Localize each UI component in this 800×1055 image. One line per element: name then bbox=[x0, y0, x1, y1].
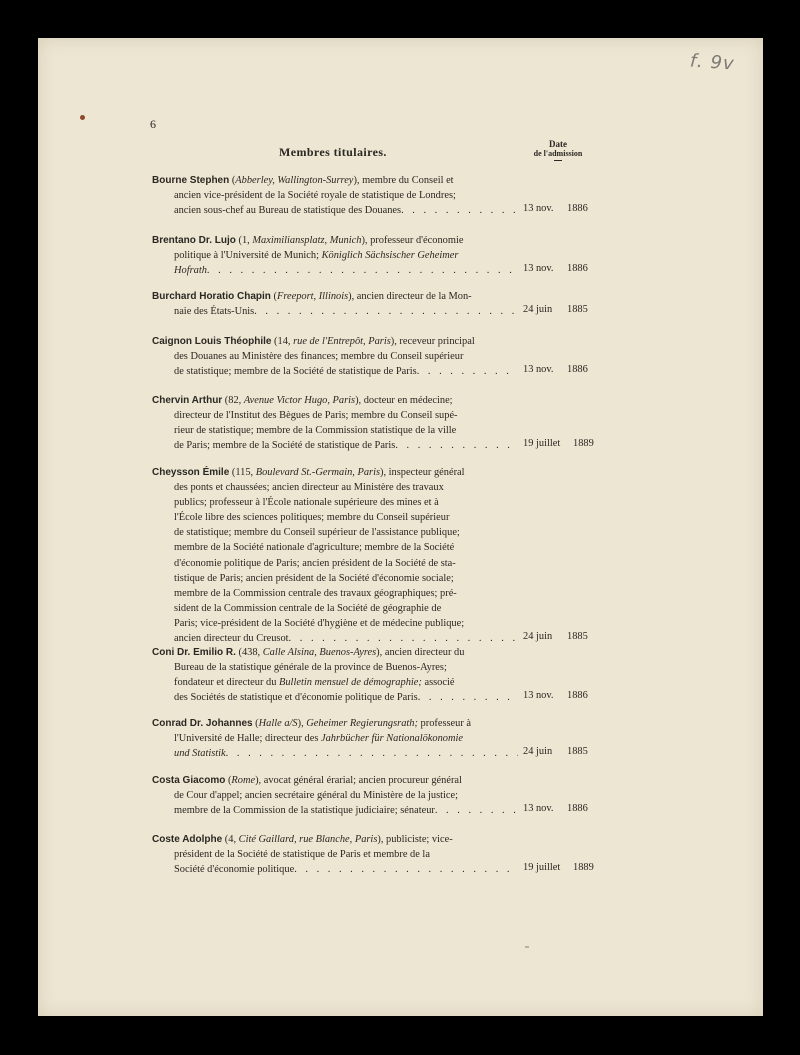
entry-text-line bbox=[152, 408, 518, 423]
entry-text-line bbox=[152, 510, 518, 525]
entry-text: ), ancien directeur de la Mon- bbox=[348, 291, 472, 302]
member-name: Caignon Louis Théophile bbox=[152, 336, 272, 347]
entry-italic-text: Calle Alsina, Buenos-Ayres bbox=[262, 647, 377, 658]
member-entry bbox=[152, 173, 518, 218]
entry-last-text bbox=[174, 265, 207, 276]
entry-text: (82, bbox=[222, 395, 244, 406]
entry-text-line bbox=[152, 304, 518, 319]
entry-text: ancien sous-chef au Bureau de statistique des Douanes bbox=[174, 205, 402, 217]
entry-text-line bbox=[152, 746, 518, 761]
dot-leader bbox=[417, 366, 518, 377]
entry-text: sident de la Commission centrale de la Société de géographie de bbox=[174, 602, 442, 614]
entry-text: rieur de statistique; membre de la Commission statistique de la ville bbox=[174, 425, 457, 437]
entry-text: des Douanes au Ministère des finances; membre du Conseil supérieur bbox=[174, 351, 464, 363]
page-number: 6 bbox=[150, 117, 156, 131]
entry-text: ), receveur principal bbox=[390, 336, 475, 347]
admission-date bbox=[523, 631, 588, 643]
entry-text: membre de la Commission de la statistique judiciaire; sénateur bbox=[174, 805, 435, 817]
entry-last-text bbox=[174, 366, 417, 377]
entry-text-line bbox=[152, 631, 518, 646]
entry-text-line bbox=[152, 480, 518, 495]
admission-date bbox=[523, 304, 588, 316]
member-entry bbox=[152, 393, 518, 453]
entry-text: de Cour d'appel; ancien secrétaire général du Ministère de la justice; bbox=[174, 790, 459, 802]
entry-text: de Paris; membre de la Société de statistique de Paris bbox=[174, 440, 396, 452]
member-entry bbox=[152, 289, 518, 319]
entry-last-text bbox=[174, 633, 289, 644]
entry-text-line bbox=[152, 556, 518, 571]
entry-text-line bbox=[152, 438, 518, 453]
admission-date bbox=[523, 203, 588, 215]
dot-leader bbox=[401, 205, 518, 216]
entry-italic-text: Jahrbücher für Nationalökonomie bbox=[321, 733, 463, 745]
entry-text: ), bbox=[297, 718, 307, 729]
member-name: Cheysson Émile bbox=[152, 467, 230, 478]
member-name: Burchard Horatio Chapin bbox=[152, 291, 271, 302]
entry-text: l'École libre des sciences politiques; membre du Conseil supérieur bbox=[174, 512, 450, 524]
admission-day-month: 24 juin bbox=[523, 304, 553, 316]
entry-text-line bbox=[152, 525, 518, 540]
entry-text-line bbox=[152, 847, 518, 862]
entry-text: membre de la Commission centrale des travaux géographiques; pré- bbox=[174, 587, 457, 599]
member-entry bbox=[152, 773, 518, 818]
entry-heading-line bbox=[152, 173, 518, 188]
admission-day-month: 13 nov. bbox=[523, 690, 554, 702]
entry-text-line bbox=[152, 601, 518, 616]
entry-text: ), membre du Conseil et bbox=[353, 175, 454, 186]
admission-year: 1886 bbox=[567, 203, 588, 215]
dot-leader bbox=[226, 748, 518, 759]
entry-text: naie des États-Unis bbox=[174, 306, 255, 318]
admission-date bbox=[523, 438, 594, 450]
entry-italic-text: Halle a/S bbox=[258, 718, 298, 729]
admission-date bbox=[523, 263, 588, 275]
entry-text-line bbox=[152, 788, 518, 803]
entry-text: ), publiciste; vice- bbox=[377, 834, 453, 845]
admission-date bbox=[523, 746, 588, 758]
entry-text-line bbox=[152, 248, 518, 263]
entry-text: directeur de l'Institut des Bègues de Paris; membre du Conseil supé- bbox=[174, 410, 458, 422]
entry-last-text bbox=[174, 205, 401, 216]
entry-text: ), professeur d'économie bbox=[361, 235, 464, 246]
date-header-rule bbox=[554, 160, 562, 161]
entry-last-text bbox=[174, 440, 395, 451]
admission-date bbox=[523, 364, 588, 376]
dot-leader bbox=[289, 633, 518, 644]
member-entry bbox=[152, 233, 518, 278]
entry-italic-text: Hofrath bbox=[174, 265, 207, 277]
entry-heading-line bbox=[152, 645, 518, 660]
dot-leader bbox=[254, 306, 518, 317]
entry-text: ), ancien directeur du bbox=[376, 647, 465, 658]
dot-leader bbox=[395, 440, 518, 451]
member-name: Coni Dr. Emilio R. bbox=[152, 647, 236, 658]
entry-heading-line bbox=[152, 832, 518, 847]
entry-last-text bbox=[174, 748, 226, 759]
member-entry bbox=[152, 465, 518, 646]
entry-text-line bbox=[152, 862, 518, 877]
admission-day-month: 13 nov. bbox=[523, 364, 554, 376]
member-name: Chervin Arthur bbox=[152, 395, 223, 406]
entry-italic-text: Maximiliansplatz, Munich bbox=[252, 235, 362, 246]
entry-text-line bbox=[152, 263, 518, 278]
entry-text-line bbox=[152, 586, 518, 601]
entry-italic-text: rue de l'Entrepôt, Paris bbox=[293, 336, 391, 347]
entry-heading-line bbox=[152, 716, 518, 731]
entry-text-line bbox=[152, 731, 518, 746]
entry-text: professeur à bbox=[417, 718, 472, 729]
member-entry bbox=[152, 716, 518, 761]
entry-text: des ponts et chaussées; ancien directeur au Ministère des travaux bbox=[174, 482, 444, 494]
entry-last-text bbox=[174, 306, 254, 317]
entry-text: des Sociétés de statistique et d'économie politique de Paris bbox=[174, 692, 418, 704]
entry-text-line bbox=[152, 188, 518, 203]
entry-text: ( bbox=[229, 175, 236, 186]
admission-date bbox=[523, 803, 588, 815]
entry-text: ( bbox=[225, 775, 232, 786]
member-name: Costa Giacomo bbox=[152, 775, 226, 786]
admission-year: 1886 bbox=[567, 364, 588, 376]
entry-text-line bbox=[152, 675, 518, 690]
entry-italic-text: Bulletin mensuel de démographie; bbox=[279, 677, 422, 689]
entry-text-line bbox=[152, 540, 518, 555]
paper-mark bbox=[525, 946, 529, 948]
dot-leader bbox=[418, 692, 518, 703]
entry-text-line bbox=[152, 364, 518, 379]
entry-heading-line bbox=[152, 334, 518, 349]
entry-text: politique à l'Université de Munich; bbox=[174, 250, 322, 262]
entry-text: (14, bbox=[271, 336, 294, 347]
pencil-annotation: f. 9v bbox=[689, 50, 736, 75]
entry-last-text bbox=[174, 692, 418, 703]
member-name: Bourne Stephen bbox=[152, 175, 230, 186]
admission-year: 1886 bbox=[567, 263, 588, 275]
entry-last-text bbox=[174, 864, 294, 875]
admission-year: 1885 bbox=[567, 746, 588, 758]
entry-italic-text: Avenue Victor Hugo, Paris bbox=[243, 395, 356, 406]
entry-text: de statistique; membre du Conseil supérieur de l'assistance publique; bbox=[174, 527, 460, 539]
entry-text-line bbox=[152, 495, 518, 510]
admission-day-month: 19 juillet bbox=[523, 862, 561, 874]
date-column-header bbox=[526, 140, 590, 161]
admission-year: 1885 bbox=[567, 631, 588, 643]
entry-text-line bbox=[152, 660, 518, 675]
entry-text: ancien vice-président de la Société royale de statistique de Londres; bbox=[174, 190, 456, 202]
entry-text: tistique de Paris; ancien président de la Société d'économie sociale; bbox=[174, 572, 454, 584]
entry-heading-line bbox=[152, 465, 518, 480]
entry-text: fondateur et directeur du bbox=[174, 677, 280, 689]
admission-day-month: 13 nov. bbox=[523, 263, 554, 275]
admission-day-month: 13 nov. bbox=[523, 203, 554, 215]
entry-italic-text: Rome bbox=[231, 775, 256, 786]
entry-text: ), avocat général érarial; ancien procureur général bbox=[255, 775, 462, 786]
entry-text: (438, bbox=[235, 647, 263, 658]
entry-text: l'Université de Halle; directeur des bbox=[174, 733, 321, 745]
entry-text: Société d'économie politique bbox=[174, 864, 295, 876]
entry-italic-text: Abberley, Wallington-Surrey bbox=[235, 175, 354, 186]
entry-text: Paris; vice-président de la Société d'hygiène et de médecine publique; bbox=[174, 617, 465, 629]
entry-text: membre de la Société nationale d'agriculture; membre de la Société bbox=[174, 542, 455, 554]
entry-text: de statistique; membre de la Société de statistique de Paris bbox=[174, 366, 417, 378]
entry-heading-line bbox=[152, 393, 518, 408]
entry-text: publics; professeur à l'École nationale supérieure des mines et à bbox=[174, 497, 439, 509]
entry-text: ( bbox=[252, 718, 259, 729]
member-entry bbox=[152, 832, 518, 877]
entry-text: ), docteur en médecine; bbox=[355, 395, 453, 406]
admission-date bbox=[523, 690, 588, 702]
admission-year: 1886 bbox=[567, 690, 588, 702]
entry-text: ancien directeur du Creusot bbox=[174, 633, 289, 645]
entry-italic-text: Boulevard St.-Germain, Paris bbox=[255, 467, 381, 478]
admission-day-month: 24 juin bbox=[523, 631, 553, 643]
member-entry bbox=[152, 334, 518, 379]
entry-text-line bbox=[152, 349, 518, 364]
entry-text-line bbox=[152, 571, 518, 586]
entry-text: ), inspecteur général bbox=[380, 467, 465, 478]
entry-text: président de la Société de statistique de Paris et membre de la bbox=[174, 849, 430, 861]
section-title: Membres titulaires. bbox=[279, 145, 387, 159]
admission-year: 1889 bbox=[573, 862, 594, 874]
entry-text-line bbox=[152, 690, 518, 705]
entry-text-line bbox=[152, 803, 518, 818]
entry-text: ( bbox=[270, 291, 277, 302]
dot-leader bbox=[294, 864, 518, 875]
member-name: Brentano Dr. Lujo bbox=[152, 235, 236, 246]
entry-text: Bureau de la statistique générale de la province de Buenos-Ayres; bbox=[174, 662, 447, 674]
entry-last-text bbox=[174, 805, 435, 816]
entry-italic-text: Königlich Sächsischer Geheimer bbox=[321, 250, 459, 262]
entry-text: (1, bbox=[235, 235, 253, 246]
dot-leader bbox=[207, 265, 518, 276]
admission-year: 1889 bbox=[573, 438, 594, 450]
admission-day-month: 24 juin bbox=[523, 746, 553, 758]
entry-text: associé bbox=[421, 677, 455, 689]
date-header-line-1: Date bbox=[549, 139, 567, 149]
entry-text: (115, bbox=[229, 467, 256, 478]
entry-heading-line bbox=[152, 289, 518, 304]
admission-year: 1886 bbox=[567, 803, 588, 815]
ink-spot bbox=[80, 115, 85, 120]
entry-italic-text: Freeport, Illinois bbox=[276, 291, 349, 302]
entry-text: (4, bbox=[222, 834, 239, 845]
admission-date bbox=[523, 862, 594, 874]
entry-text-line bbox=[152, 616, 518, 631]
entry-italic-text: Cité Gaillard, rue Blanche, Paris bbox=[238, 834, 378, 845]
member-entry bbox=[152, 645, 518, 705]
dot-leader bbox=[435, 805, 518, 816]
admission-day-month: 13 nov. bbox=[523, 803, 554, 815]
date-header-line-2: de l'admission bbox=[533, 149, 583, 158]
member-name: Conrad Dr. Johannes bbox=[152, 718, 253, 729]
entry-text-line bbox=[152, 203, 518, 218]
entry-italic-text: und Statistik bbox=[174, 748, 226, 760]
admission-year: 1885 bbox=[567, 304, 588, 316]
member-name: Coste Adolphe bbox=[152, 834, 223, 845]
entry-text: d'économie politique de Paris; ancien président de la Société de sta- bbox=[174, 557, 456, 569]
entry-heading-line bbox=[152, 773, 518, 788]
admission-day-month: 19 juillet bbox=[523, 438, 561, 450]
entry-heading-line bbox=[152, 233, 518, 248]
entry-italic-text: Geheimer Regierungsrath; bbox=[306, 718, 418, 729]
entry-text-line bbox=[152, 423, 518, 438]
